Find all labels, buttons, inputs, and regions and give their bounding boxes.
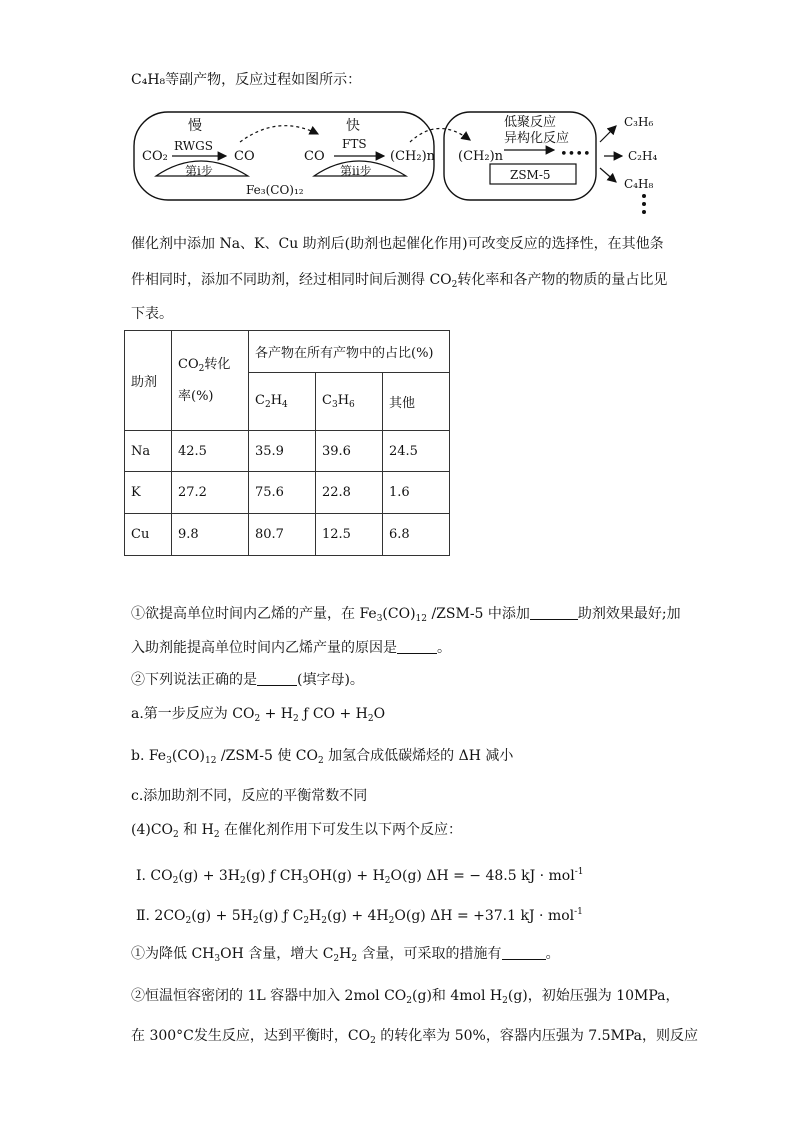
q-sub: 2	[252, 916, 259, 926]
answer-blank[interactable]	[397, 639, 437, 654]
q-text: (g)，初始压强为 10MPa，	[507, 988, 680, 1004]
q-text: OH(g) + H	[308, 868, 385, 884]
reaction-diagram	[128, 104, 668, 224]
label-co-b: CO	[304, 149, 325, 164]
q2-option-a	[131, 704, 385, 729]
label-rwgs: RWGS	[174, 139, 213, 153]
header-sub: 6	[349, 400, 355, 410]
q-text: /ZSM-5 中添加	[427, 606, 530, 622]
q2-option-b	[131, 746, 513, 771]
q-text: (填字母)。	[297, 672, 364, 688]
q4-reaction-2	[136, 902, 583, 931]
q4-head	[131, 820, 462, 845]
q-text: (g) ƒ CH	[245, 868, 303, 884]
cell-additive: Na	[125, 431, 172, 472]
header-group: 各产物在所有产物中的占比(%)	[249, 331, 450, 373]
arrow-p1	[600, 126, 616, 142]
q-sub: 2	[388, 916, 395, 926]
q-sub: 3	[166, 756, 172, 766]
intro-text: 等副产物，反应过程如图所示：	[165, 72, 362, 88]
q-sub: 2	[370, 1036, 376, 1046]
header-additive: 助剂	[125, 331, 172, 431]
q-sub: 2	[240, 876, 246, 886]
q4-reaction-1	[136, 862, 584, 891]
q-text: (g)和 4mol H	[412, 988, 503, 1004]
q-text: 在催化剂作用下可发生以下两个反应：	[219, 822, 463, 838]
q-text: ①为降低 CH	[131, 946, 215, 962]
cell-additive: K	[125, 472, 172, 514]
q-text: (CO)	[171, 748, 205, 764]
cell-c3h6: 39.6	[316, 431, 383, 472]
q-text: /ZSM-5 使 CO	[216, 748, 318, 764]
q-text: (g) ƒ C	[258, 908, 304, 924]
cell-other: 6.8	[383, 514, 450, 556]
q-sub: 3	[376, 614, 383, 624]
para-text: 转化率和各产物的物质的量占比见	[457, 272, 668, 288]
q-text: ②下列说法正确的是	[131, 672, 257, 688]
q-text: ①欲提高单位时间内乙烯的产量，在 Fe	[131, 606, 377, 622]
header-text: H	[270, 393, 283, 408]
table-row	[125, 431, 450, 472]
q-sup: -1	[574, 867, 584, 877]
q-text: 加氢合成低碳烯烃的 ΔH 减小	[323, 748, 514, 764]
table-row	[125, 472, 450, 514]
q-sub: 2	[367, 714, 374, 724]
label-oligomer: 低聚反应	[504, 115, 557, 130]
q-text: (g) + 3H	[178, 868, 240, 884]
header-sub: 3	[331, 400, 338, 410]
q4-sub-1	[131, 944, 560, 969]
vertical-dot	[642, 194, 646, 198]
q-text: (4)CO	[131, 822, 174, 838]
header-text: CO	[178, 356, 199, 372]
q4-sub-2-line-1	[131, 986, 679, 1011]
label-zsm: ZSM-5	[510, 168, 551, 182]
q-text: H	[339, 946, 352, 962]
q1-line-2	[131, 638, 451, 658]
label-p2: C₂H₄	[628, 149, 658, 163]
q-sub: 12	[415, 614, 427, 624]
header-text: C	[255, 393, 265, 408]
dashed-transfer-arrow	[240, 126, 318, 142]
cell-c3h6: 22.8	[316, 472, 383, 514]
label-p1: C₃H₆	[624, 115, 654, 129]
q-sub: 2	[333, 954, 340, 964]
q-sub: 2	[172, 876, 179, 886]
header-text: H	[337, 393, 350, 408]
q-sub: 2	[384, 876, 391, 886]
label-catalyst: Fe₃(CO)₁₂	[246, 183, 304, 197]
label-fast: 快	[346, 118, 360, 134]
q-sub: 2	[321, 916, 327, 926]
q-sub: 3	[302, 876, 309, 886]
q-text: ②恒温恒容密闭的 1L 容器中加入 2mol CO	[131, 988, 407, 1004]
q-sub: 2	[502, 996, 508, 1006]
cell-other: 1.6	[383, 472, 450, 514]
label-co-a: CO	[234, 149, 255, 164]
label-fts: FTS	[342, 137, 367, 151]
q-sub: 12	[204, 756, 217, 766]
q-text: (g) + 5H	[191, 908, 253, 924]
q-text: O(g) ΔH = +37.1 kJ · mol	[394, 908, 575, 924]
q-text: H	[309, 908, 322, 924]
dashed-transfer-arrow-2	[410, 128, 470, 142]
para-line-3: 下表。	[131, 306, 173, 322]
q-text: O(g) ΔH = − 48.5 kJ · mol	[390, 868, 575, 884]
para-line-1: 催化剂中添加 Na、K、Cu 助剂后(助剂也起催化作用)可改变反应的选择性，在其他条	[131, 236, 664, 252]
vertical-dot	[642, 202, 646, 206]
header-text: 转化	[204, 356, 231, 372]
q-sub: 2	[406, 996, 413, 1006]
cell-c2h4: 35.9	[249, 431, 316, 472]
q-text: Ⅰ. CO	[136, 868, 173, 884]
cell-conversion: 27.2	[172, 472, 249, 514]
q-text: Ⅱ. 2CO	[136, 908, 186, 924]
label-step2: 第ii步	[340, 164, 372, 178]
q-text: (CO)	[382, 606, 416, 622]
header-c3h6	[316, 373, 383, 431]
q-text: 入助剂能提高单位时间内乙烯产量的原因是	[131, 640, 397, 656]
para-text: 件相同时，添加不同助剂，经过相同时间后测得 CO	[131, 272, 452, 288]
header-other: 其他	[383, 373, 450, 431]
cell-other: 24.5	[383, 431, 450, 472]
q-text: + H	[260, 706, 294, 722]
q-sub: 2	[351, 954, 358, 964]
header-c2h4	[249, 373, 316, 431]
q-sub: 2	[185, 916, 192, 926]
cell-c3h6: 12.5	[316, 514, 383, 556]
header-text: C	[322, 393, 332, 408]
q-text: 的转化率为 50%，容器内压强为 7.5MPa，则反应	[375, 1028, 699, 1044]
q-sub: 2	[254, 714, 261, 724]
answer-blank[interactable]	[257, 671, 297, 686]
answer-blank[interactable]	[530, 605, 578, 620]
q-text: 。	[437, 640, 451, 656]
q-text: b. Fe	[131, 748, 167, 764]
intro-species: C₄H₈	[131, 72, 166, 88]
q-sub: 2	[173, 830, 179, 840]
cell-conversion: 42.5	[172, 431, 249, 472]
label-step1: 第i步	[185, 164, 213, 178]
header-sub: 2	[264, 400, 271, 410]
cell-conversion: 9.8	[172, 514, 249, 556]
q-text: 和 H	[178, 822, 214, 838]
header-sub: 2	[198, 363, 205, 374]
q-text: ƒ CO + H	[298, 706, 368, 722]
answer-blank[interactable]	[502, 945, 546, 960]
q-sub: 2	[303, 916, 310, 926]
vertical-dot	[642, 210, 646, 214]
label-co2: CO₂	[142, 149, 168, 164]
label-dots: ••••	[560, 147, 591, 162]
arrow-p3	[600, 168, 616, 182]
q2-line	[131, 670, 364, 690]
header-sub: 4	[282, 400, 288, 410]
q-text: 含量，可采取的措施有	[357, 946, 502, 962]
additive-table	[124, 330, 450, 556]
cell-additive: Cu	[125, 514, 172, 556]
q-text: (g) + 4H	[327, 908, 389, 924]
table-row	[125, 514, 450, 556]
q-text: OH 含量，增大 C	[220, 946, 334, 962]
q-text: 。	[545, 946, 560, 962]
q1-line-1	[131, 604, 681, 629]
label-ch2n-a: (CH₂)n	[390, 149, 436, 164]
q-text: a.第一步反应为 CO	[131, 706, 255, 722]
header-conversion	[172, 331, 249, 431]
label-ch2n-b: (CH₂)n	[458, 149, 504, 164]
cell-c2h4: 75.6	[249, 472, 316, 514]
para-sub: 2	[451, 280, 458, 290]
q4-sub-2-line-2	[131, 1026, 698, 1051]
q-sub: 2	[317, 756, 324, 766]
q2-option-c: c.添加助剂不同，反应的平衡常数不同	[131, 788, 368, 804]
label-p3: C₄H₈	[624, 177, 654, 191]
para-line-2	[131, 270, 667, 295]
cell-c2h4: 80.7	[249, 514, 316, 556]
q-text: 在 300°C发生反应，达到平衡时，CO	[131, 1028, 371, 1044]
label-isomer: 异构化反应	[504, 131, 570, 146]
q-sub: 2	[213, 830, 220, 840]
q-text: 助剂效果最好;加	[577, 606, 681, 622]
label-slow: 慢	[188, 118, 202, 134]
q-text: O	[373, 706, 386, 722]
q-sub: 2	[293, 714, 299, 724]
q-sup: -1	[574, 907, 583, 917]
q-sub: 3	[214, 954, 221, 964]
header-text: 率(%)	[178, 388, 214, 404]
intro-line	[131, 70, 361, 90]
